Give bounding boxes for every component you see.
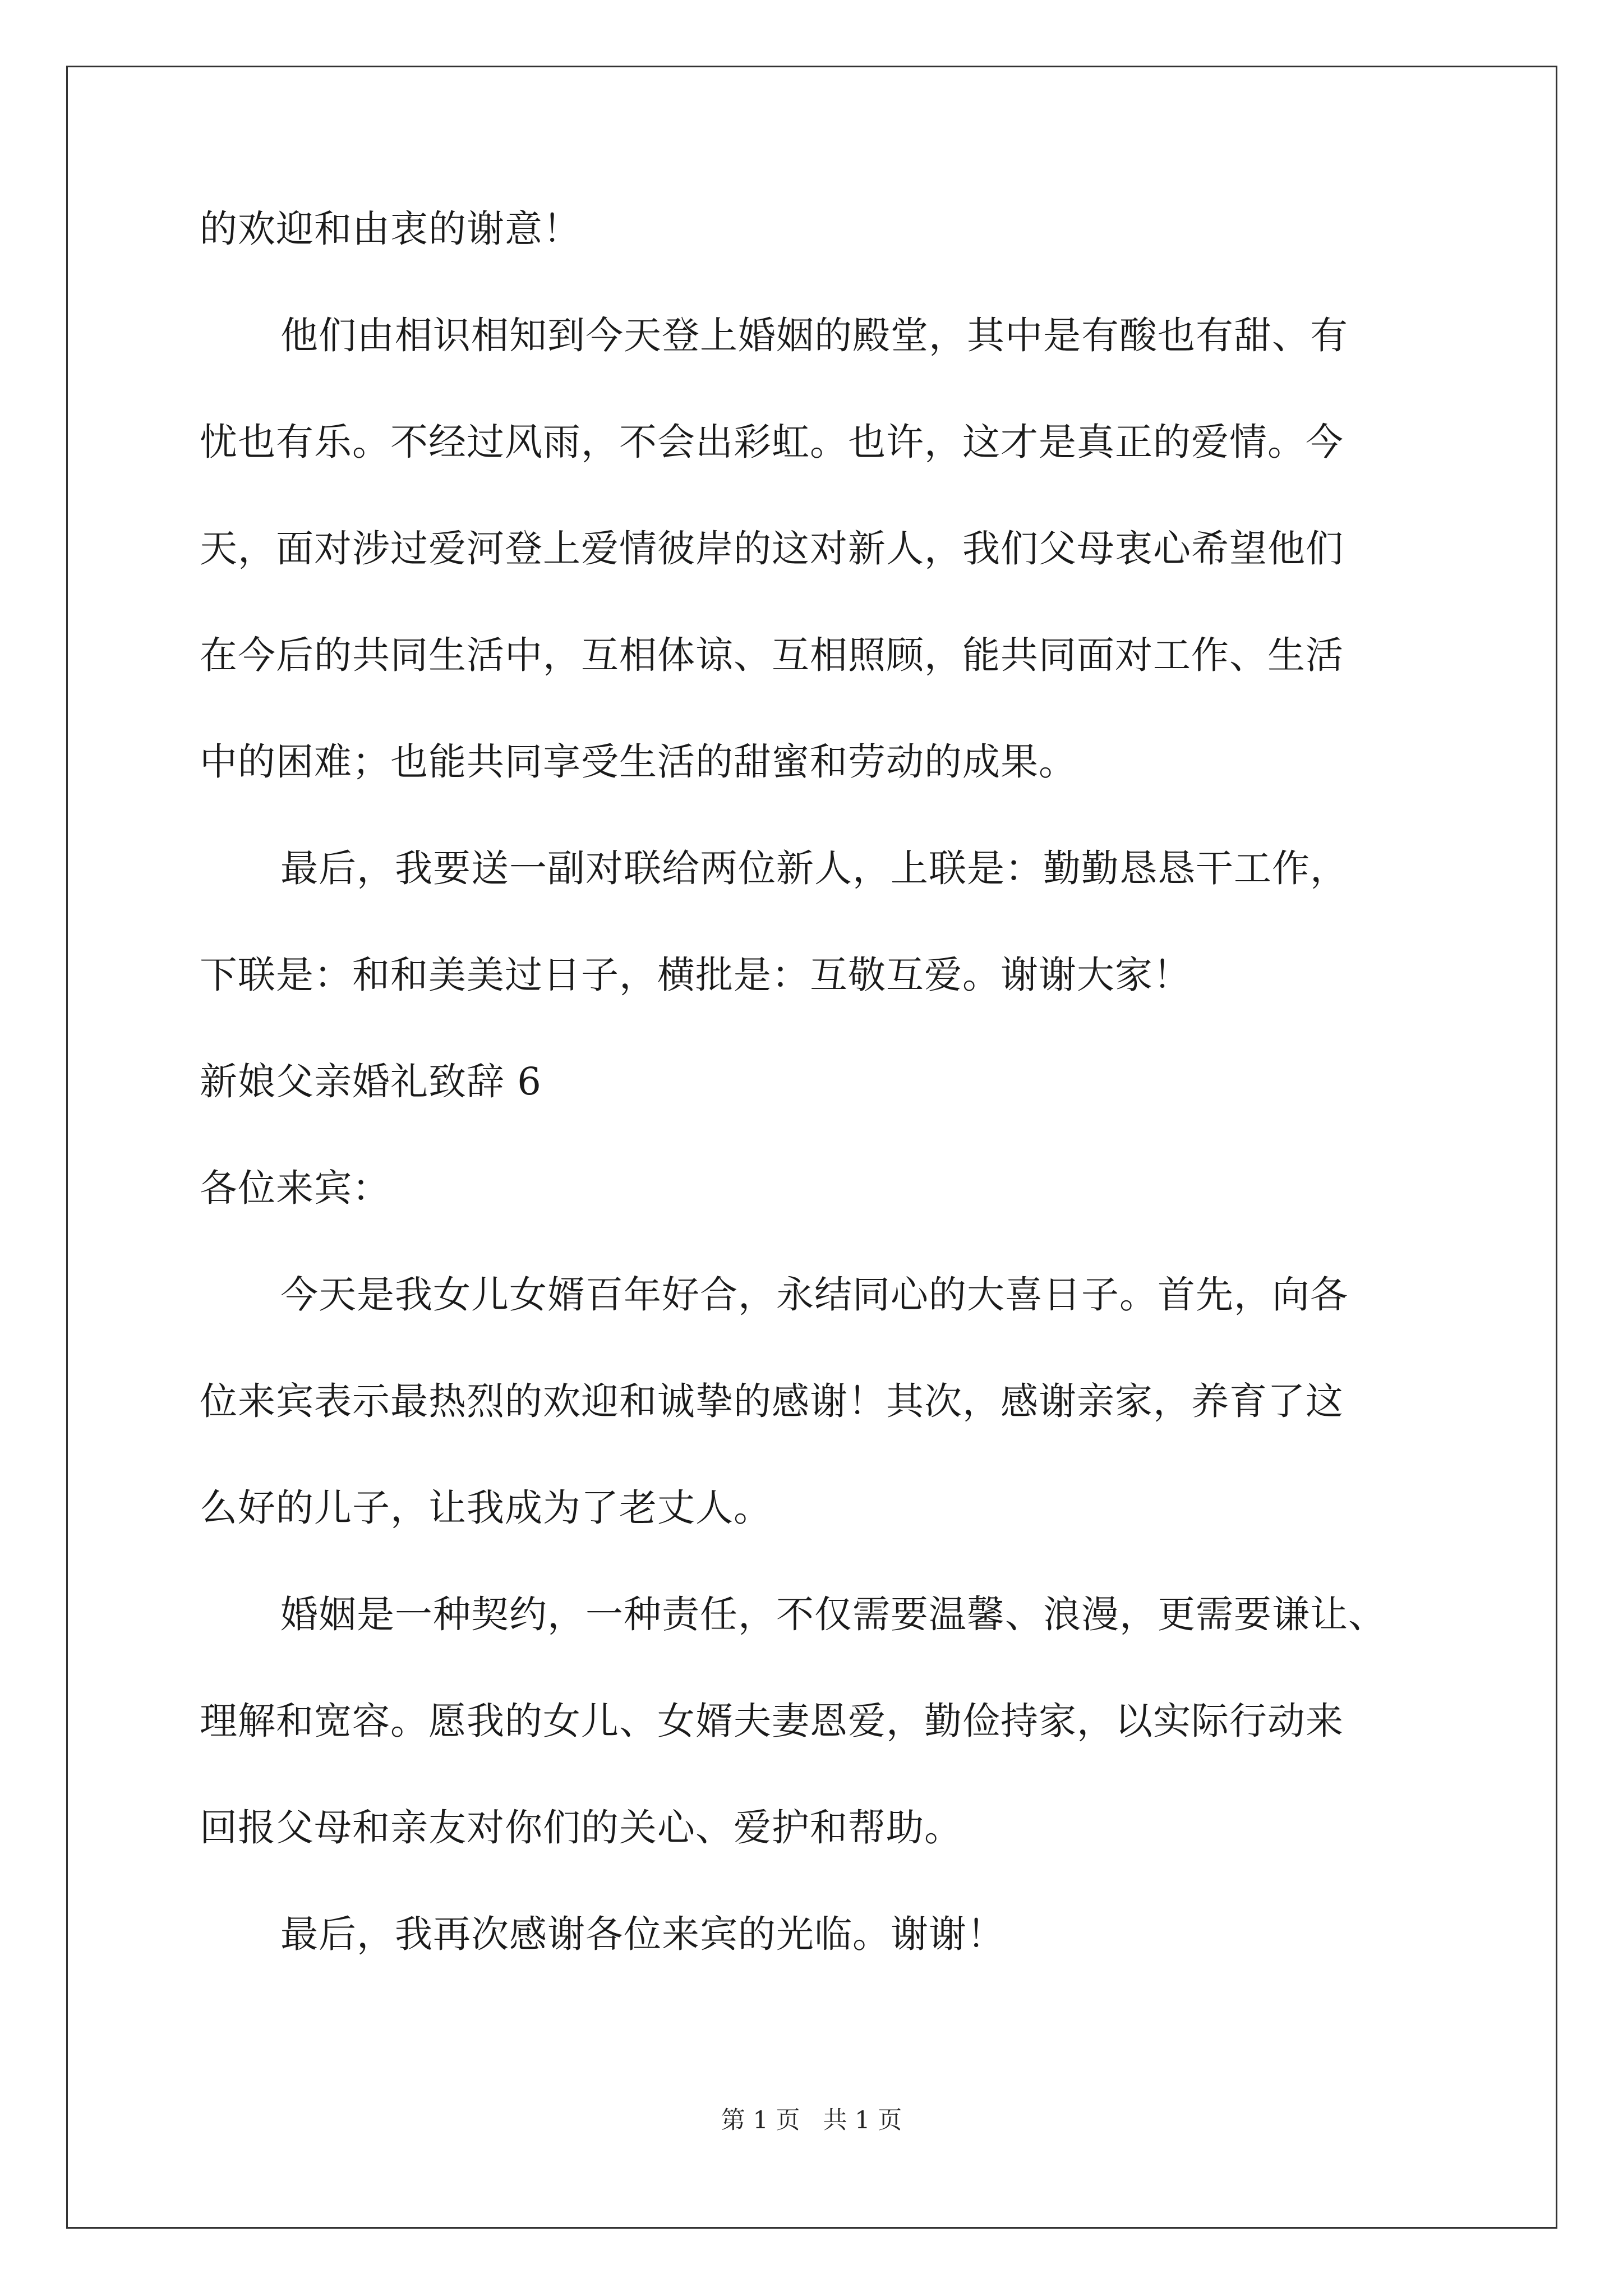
section-title: 新娘父亲婚礼致辞 6 — [200, 1060, 542, 1103]
text-line: 下联是：和和美美过日子，横批是：互敬互爱。谢谢大家！ — [200, 953, 1191, 997]
text-line: 在今后的共同生活中，互相体谅、互相照顾，能共同面对工作、生活 — [200, 633, 1344, 677]
text-line: 他们由相识相知到今天登上婚姻的殿堂，其中是有酸也有甜、有 — [280, 314, 1348, 357]
text-line: 回报父母和亲友对你们的关心、爱护和帮助。 — [200, 1806, 962, 1849]
text-line: 最后，我要送一副对联给两位新人，上联是：勤勤恳恳干工作， — [280, 846, 1348, 890]
text-line: 位来宾表示最热烈的欢迎和诚挚的感谢！其次，感谢亲家，养育了这 — [200, 1379, 1344, 1423]
page-number-footer: 第 1 页 共 1 页 — [721, 2106, 902, 2134]
text-line: 今天是我女儿女婿百年好合，永结同心的大喜日子。首先，向各 — [280, 1273, 1348, 1317]
salutation: 各位来宾： — [200, 1166, 390, 1210]
text-line: 忧也有乐。不经过风雨，不会出彩虹。也许，这才是真正的爱情。今 — [200, 420, 1344, 464]
text-line: 天，面对涉过爱河登上爱情彼岸的这对新人，我们父母衷心希望他们 — [200, 527, 1344, 570]
text-line: 婚姻是一种契约，一种责任，不仅需要温馨、浪漫，更需要谦让、 — [280, 1593, 1386, 1636]
text-line: 理解和宽容。愿我的女儿、女婿夫妻恩爱，勤俭持家，以实际行动来 — [200, 1699, 1344, 1743]
text-line: 最后，我再次感谢各位来宾的光临。谢谢！ — [280, 1912, 1005, 1956]
text-line: 的欢迎和由衷的谢意！ — [200, 207, 581, 251]
text-line: 么好的儿子，让我成为了老丈人。 — [200, 1486, 772, 1530]
document-body — [200, 202, 1450, 2014]
text-line: 中的困难；也能共同享受生活的甜蜜和劳动的成果。 — [200, 740, 1077, 784]
